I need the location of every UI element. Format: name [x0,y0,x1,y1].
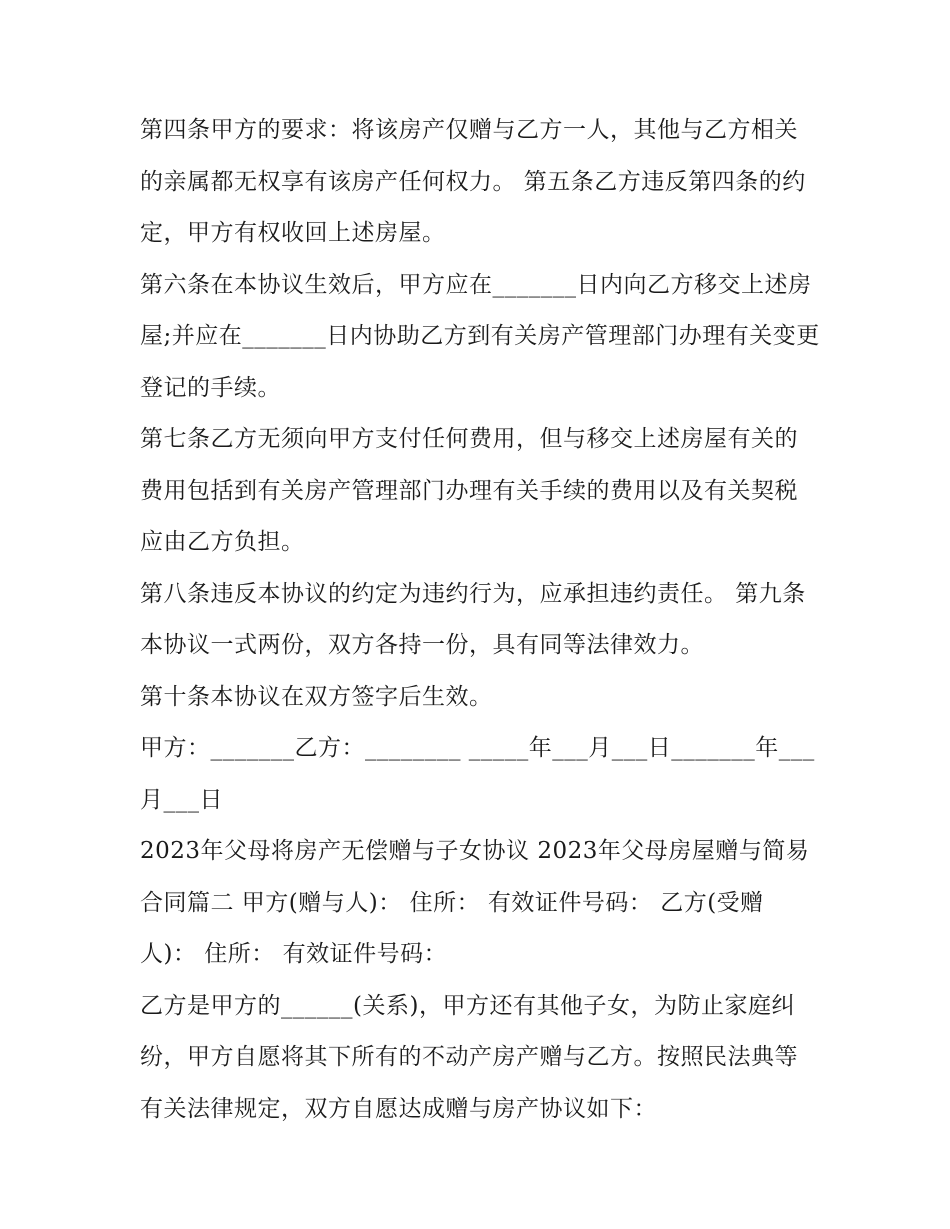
paragraph-intro: 乙方是甲方的______(关系)，甲方还有其他子女，为防止家庭纠纷，甲方自愿将其下所有的不动产房产赠与乙方。按照民法典等有关法律规定，双方自愿达成赠与房产协议如下： [140,992,798,1122]
document-body [140,105,820,1135]
paragraph-article-8-9: 第八条违反本协议的约定为违约行为，应承担违约责任。 第九条本协议一式两份，双方各持一份，具有同等法律效力。 [140,580,806,658]
paragraph-article-4-5: 第四条甲方的要求：将该房产仅赠与乙方一人，其他与乙方相关的亲属都无权享有该房产任何权力。 第五条乙方违反第四条的约定，甲方有权收回上述房屋。 [140,117,806,246]
paragraph-contract-header: 2023年父母将房产无偿赠与子女协议 2023年父母房屋赠与简易合同篇二 甲方(赠与人)： 住所： 有效证件号码： 乙方(受赠人)： 住所： 有效证件号码： [140,838,810,967]
paragraph-article-7: 第七条乙方无须向甲方支付任何费用，但与移交上述房屋有关的费用包括到有关房产管理部门办理有关手续的费用以及有关契税应由乙方负担。 [140,426,798,555]
signature-line: 甲方：_______乙方：________ _____年___月___日_______年___月___日 [140,735,815,813]
paragraph-article-10: 第十条本协议在双方签字后生效。 [140,683,493,710]
paragraph-article-6: 第六条在本协议生效后，甲方应在_______日内向乙方移交上述房屋;并应在_______日内协助乙方到有关房产管理部门办理有关变更登记的手续。 [140,271,820,401]
